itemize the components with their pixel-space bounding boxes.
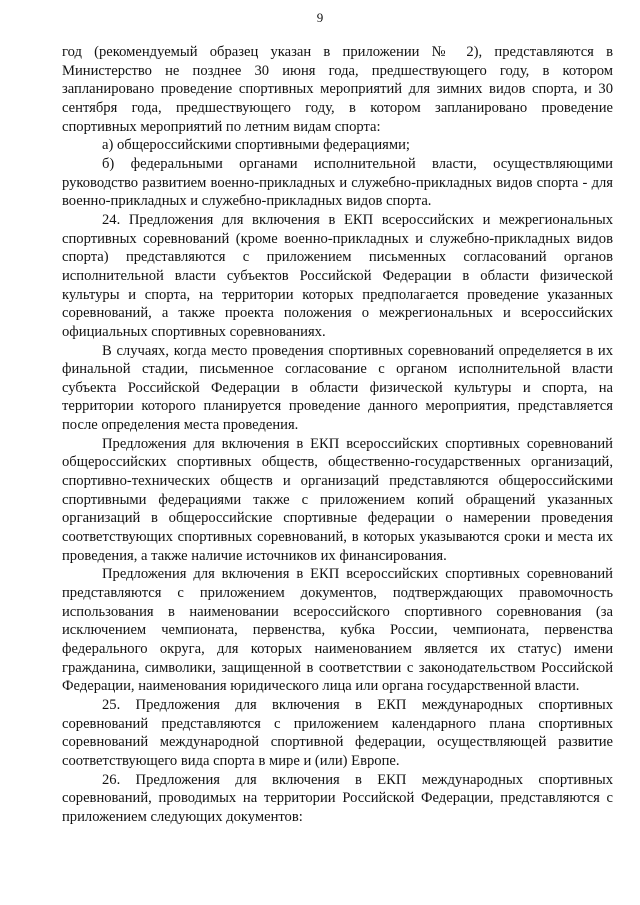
paragraph-sports-societies: Предложения для включения в ЕКП всероссийских спортивных соревнований общероссийских спортивных обществ, общественно-государственных организаций, спортивно-технических обществ и организаций представляются общероссийскими спортивными федерациями также с приложением копий обращений указанных организаций в общероссийские спортивные федерации о намерении проведения соответствующих спортивных соревнований, в которых указываются сроки и места их проведения, а также наличие источников их финансирования. bbox=[62, 435, 613, 564]
paragraph-clause-24: 24. Предложения для включения в ЕКП всероссийских и межрегиональных спортивных соревнований (кроме военно-прикладных и служебно-прикладных видов спорта) представляются с приложением письменных согласований органов исполнительной власти субъектов Российской Федерации в области физической культуры и спорта, на территории которых предполагается проведение указанных соревнований, а также проекта положения о межрегиональных и всероссийских официальных спортивных соревнованиях. bbox=[62, 211, 613, 340]
document-body bbox=[62, 43, 613, 827]
paragraph-clause-25: 25. Предложения для включения в ЕКП международных спортивных соревнований представляются с приложением календарного плана спортивных соревнований международной спортивной федерации, осуществляющей развитие соответствующего вида спорта в мире и (или) Европе. bbox=[62, 696, 613, 769]
paragraph-item-a: а) общероссийскими спортивными федерациями; bbox=[102, 137, 410, 154]
paragraph-final-stage-cases: В случаях, когда место проведения спортивных соревнований определяется в их финальной стадии, письменное согласование с органом исполнительной власти субъекта Российской Федерации в области физической культуры и спорта, на территории которого планируется проведение данного мероприятия, представляется после определения места проведения. bbox=[62, 342, 613, 434]
page-number: 9 bbox=[316, 10, 324, 25]
paragraph-clause-26: 26. Предложения для включения в ЕКП международных спортивных соревнований, проводимых на территории Российской Федерации, представляются с приложением следующих документов: bbox=[62, 771, 613, 825]
paragraph-naming-rights: Предложения для включения в ЕКП всероссийских спортивных соревнований представляются с приложением документов, подтверждающих правомочность использования в наименовании всероссийского спортивного соревнования (за исключением чемпионата, первенства, кубка России, чемпионата, первенства федерального округа, для которых наименованием является их статус) имени гражданина, символики, защищенной в соответствии с законодательством Российской Федерации, наименования юридического лица или органа государственной власти. bbox=[62, 566, 613, 695]
paragraph-intro-continuation: год (рекомендуемый образец указан в приложении № 2), представляются в Министерство не позднее 30 июня года, предшествующего году, в котором запланировано проведение спортивных мероприятий для зимних видов спорта, и 30 сентября года, предшествующего году, в котором запланировано проведение спортивных мероприятий по летним видам спорта: bbox=[62, 44, 613, 135]
paragraph-item-b: б) федеральными органами исполнительной власти, осуществляющими руководство развитием военно-прикладных и служебно-прикладных видов спорта - для военно-прикладных и служебно-прикладных видов спорта. bbox=[62, 155, 613, 210]
